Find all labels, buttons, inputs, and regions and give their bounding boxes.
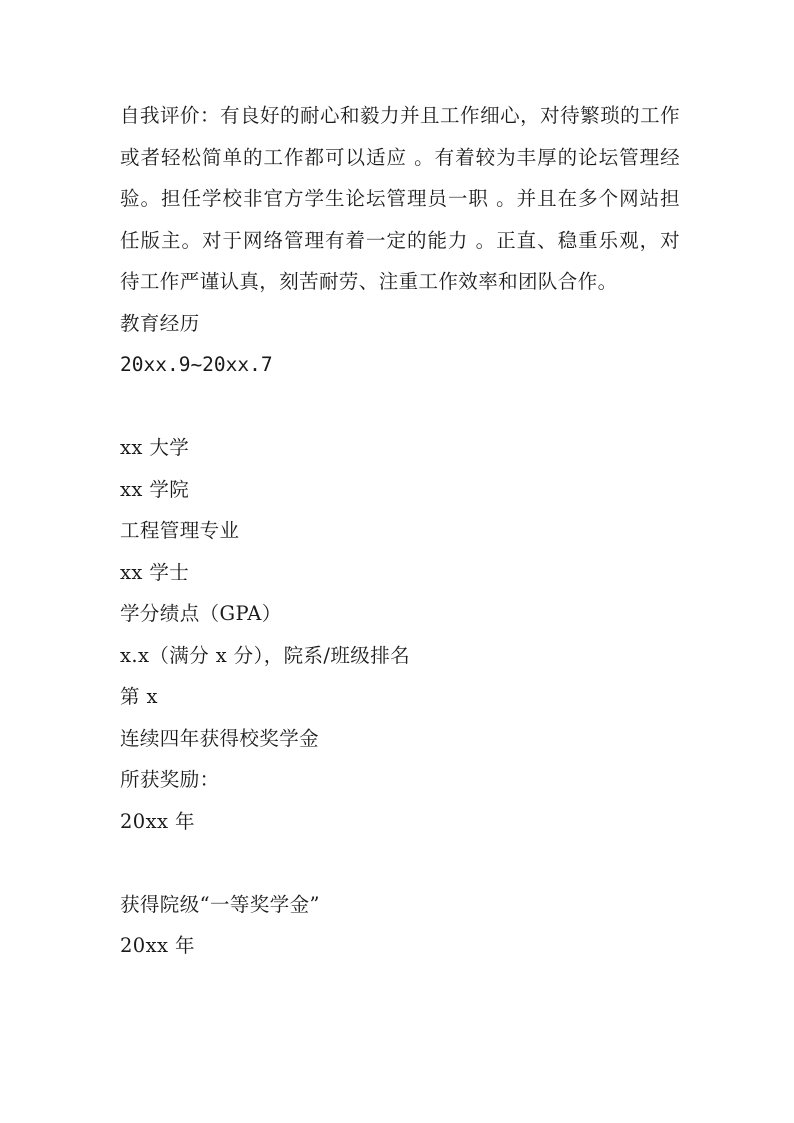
award-year: 20xx 年 [120, 934, 195, 957]
education-rank: 第 x [120, 685, 158, 708]
resume-page [120, 95, 680, 967]
education-degree: xx 学士 [120, 560, 190, 584]
awards-heading: 所获奖励： [120, 768, 220, 791]
education-period: 20xx.9~20xx.7 [120, 353, 273, 376]
education-scholarship: 连续四年获得校奖学金 [120, 726, 320, 750]
education-major: 工程管理专业 [120, 519, 240, 542]
education-heading: 教育经历 [120, 311, 200, 335]
spacer [120, 842, 680, 884]
award-year: 20xx 年 [120, 809, 195, 833]
spacer [120, 386, 680, 428]
education-gpa-label: 学分绩点（GPA） [120, 602, 282, 625]
education-gpa-value: x.x（满分 x 分），院系/班级排名 [120, 643, 411, 667]
education-college: xx 学院 [120, 477, 190, 501]
award-title: 获得院级“一等奖学金” [120, 892, 320, 916]
education-university: xx 大学 [120, 436, 190, 459]
self-evaluation-paragraph: 自我评价：有良好的耐心和毅力并且工作细心，对待繁琐的工作或者轻松简单的工作都可以适应 。有着较为丰厚的论坛管理经验。担任学校非官方学生论坛管理员一职 。并且在多个网站担任版主。对于网络管理有着一定的能力 。正直、稳重乐观，对待工作严谨认真，刻苦耐劳、注重工作效率和团队合作。 [120, 104, 680, 293]
